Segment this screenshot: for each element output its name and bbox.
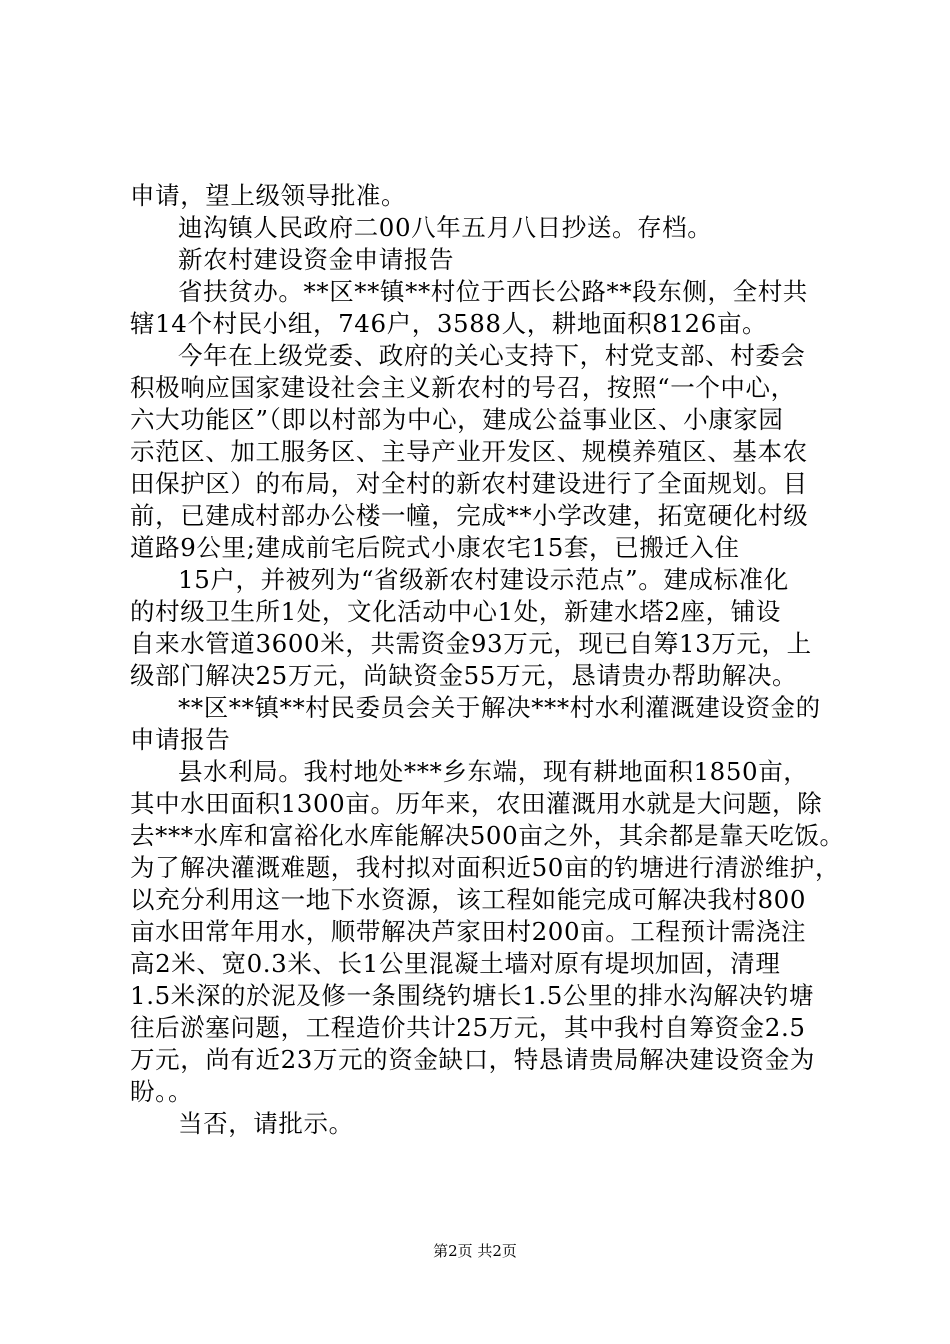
text-line: 今年在上级党委、政府的关心支持下，村党支部、村委会 [178,341,806,370]
text-line: 其中水田面积1300亩。历年来，农田灌溉用水就是大问题，除 [130,789,823,818]
text-line: 的村级卫生所1处，文化活动中心1处，新建水塔2座，铺设 [130,597,781,626]
text-line: 省扶贫办。**区**镇**村位于西长公路**段东侧，全村共 [178,277,808,306]
text-line: 盼。。 [130,1077,194,1106]
text-line: 往后淤塞问题，工程造价共计25万元，其中我村自筹资金2.5 [130,1013,806,1042]
text-line: 去***水库和富裕化水库能解决500亩之外，其余都是靠天吃饭。 [130,821,845,850]
text-line: 申请报告 [130,725,231,754]
text-line: 自来水管道3600米，共需资金93万元，现已自筹13万元，上 [130,629,812,658]
text-line: 示范区、加工服务区、主导产业开发区、规模养殖区、基本农 [130,437,808,466]
text-line: 当否，请批示。 [178,1109,354,1138]
text-line: 县水利局。我村地处***乡东端，现有耕地面积1850亩， [178,757,809,786]
text-line: 1.5米深的於泥及修一条围绕钓塘长1.5公里的排水沟解决钓塘 [130,981,814,1010]
text-line: 田保护区）的布局，对全村的新农村建设进行了全面规划。目 [130,469,808,498]
text-line: 以充分利用这一地下水资源，该工程如能完成可解决我村800 [130,885,807,914]
text-line: 亩水田常年用水，顺带解决芦家田村200亩。工程预计需浇注 [130,917,807,946]
text-line: 新农村建设资金申请报告 [178,245,455,274]
text-line: 为了解决灌溉难题，我村拟对面积近50亩的钓塘进行清淤维护， [130,853,841,882]
text-line: 迪沟镇人民政府二00八年五月八日抄送。存档。 [178,213,713,242]
text-line: 积极响应国家建设社会主义新农村的号召，按照“一个中心， [130,373,796,402]
text-line: 申请，望上级领导批准。 [130,181,407,210]
text-line: **区**镇**村民委员会关于解决***村水利灌溉建设资金的 [178,693,821,722]
text-line: 万元，尚有近23万元的资金缺口，特恳请贵局解决建设资金为 [130,1045,815,1074]
text-line: 高2米、宽0.3米、长1公里混凝土墙对原有堤坝加固，清理 [130,949,781,978]
text-line: 辖14个村民小组，746户，3588人，耕地面积8126亩。 [130,309,768,338]
page-number: 第2页 共2页 [433,1242,517,1260]
text-line: 道路9公里;建成前宅后院式小康农宅15套，已搬迁入住 [130,533,740,562]
text-line: 15户，并被列为“省级新农村建设示范点”。建成标准化 [178,565,789,594]
text-line: 六大功能区”（即以村部为中心，建成公益事业区、小康家园 [130,405,784,434]
text-line: 前，已建成村部办公楼一幢，完成**小学改建，拓宽硬化村级 [130,501,809,530]
text-line: 级部门解决25万元，尚缺资金55万元，恳请贵办帮助解决。 [130,661,798,690]
